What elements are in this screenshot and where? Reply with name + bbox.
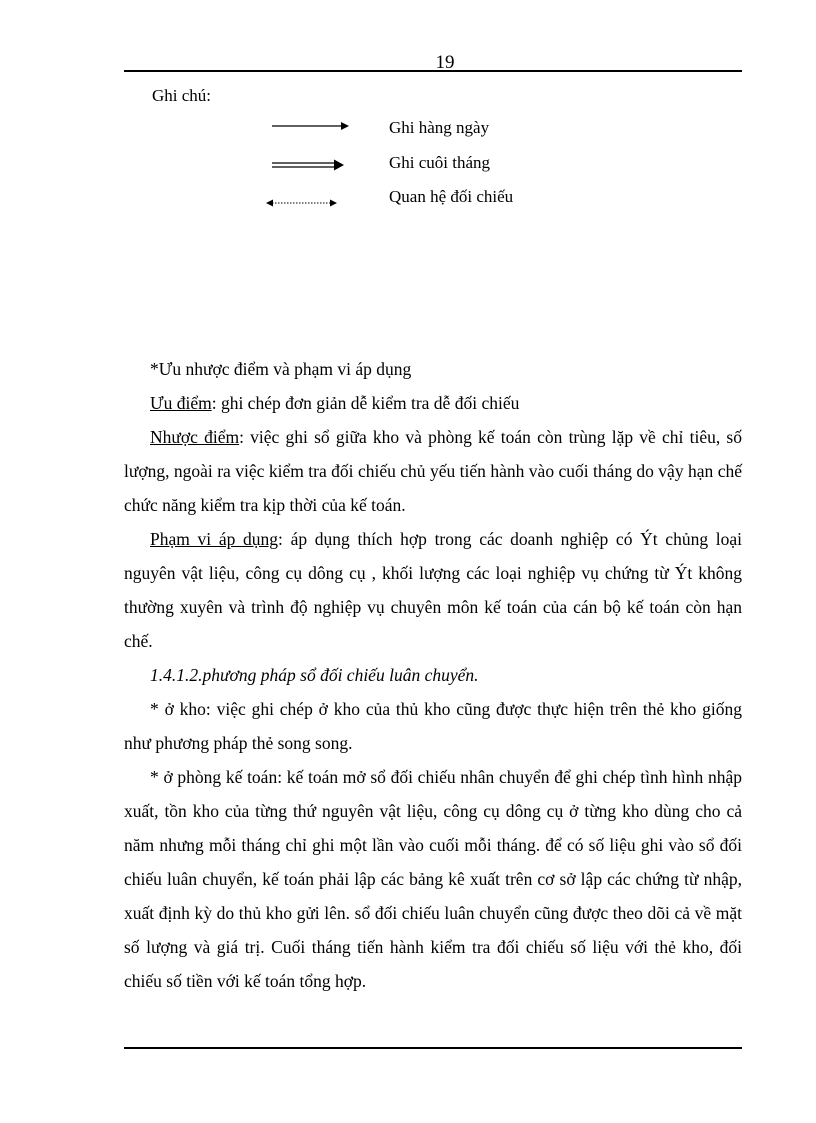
legend-label: Ghi cuôi tháng <box>389 153 491 172</box>
legend-item-month-end <box>264 150 584 176</box>
single-arrow-icon <box>264 115 354 141</box>
advantages-paragraph <box>124 386 742 420</box>
warehouse-paragraph: * ở kho: việc ghi chép ở kho của thủ kho cũng được thực hiện trên thẻ kho giống như phương pháp thẻ song song. <box>124 699 742 753</box>
scope-term: Phạm vi áp dụng <box>150 529 279 549</box>
legend-item-cross-check <box>264 184 584 210</box>
scope-text: : áp dụng thích hợp trong các doanh nghiệp có Ýt chủng loại nguyên vật liệu, công cụ dông cụ , khối lượng các loại nghiệp vụ chứng từ Ýt không thường xuyên và trình độ nghiệp vụ chuyên môn kế toán của cán bộ kế toán còn hạn chế. <box>124 529 742 651</box>
dotted-double-headed-arrow-icon <box>264 184 354 210</box>
scope-paragraph <box>124 522 742 658</box>
legend-label: Quan hệ đối chiếu <box>389 187 514 206</box>
legend-item-daily <box>264 115 584 141</box>
page-number: 19 <box>435 52 455 73</box>
body-text <box>124 352 742 998</box>
disadvantages-paragraph <box>124 420 742 522</box>
disadvantages-text: : việc ghi sổ giữa kho và phòng kế toán còn trùng lặp về chỉ tiêu, số lượng, ngoài ra việc kiểm tra đối chiếu chủ yếu tiến hành vào cuối tháng do vậy hạn chế chức năng kiểm tra kịp thời của kế toán. <box>124 427 742 515</box>
section-heading: *Ưu nhược điểm và phạm vi áp dụng <box>150 359 412 379</box>
double-arrow-icon <box>264 150 354 176</box>
legend-label: Ghi hàng ngày <box>389 118 490 137</box>
advantages-text: : ghi chép đơn giản dễ kiểm tra dễ đối chiếu <box>211 393 520 413</box>
notes-title: Ghi chú: <box>152 86 212 105</box>
footer-rule <box>124 1047 742 1049</box>
accounting-paragraph: * ở phòng kế toán: kế toán mở sổ đối chiếu nhân chuyển để ghi chép tình hình nhập xuất, tồn kho của từng thứ nguyên vật liệu, công cụ dông cụ ở từng kho dùng cho cả năm nhưng mỗi tháng chỉ ghi một lần vào cuối mỗi tháng. để có số liệu ghi vào sổ đối chiếu luân chuyển, kế toán phải lập các bảng kê xuất trên cơ sở lập các chứng từ nhập, xuất định kỳ do thủ kho gửi lên. sổ đối chiếu luân chuyển cũng được theo dõi cả về mặt số lượng và giá trị. Cuối tháng tiến hành kiểm tra đối chiếu số liệu với thẻ kho, đối chiếu số tiền với kế toán tổng hợp. <box>124 767 742 991</box>
disadvantages-term: Nhược điểm <box>150 427 240 447</box>
header-rule <box>124 70 742 72</box>
advantages-term: Ưu điểm <box>150 393 212 413</box>
subsection-title: 1.4.1.2.phương pháp sổ đối chiếu luân chuyển. <box>150 665 479 685</box>
